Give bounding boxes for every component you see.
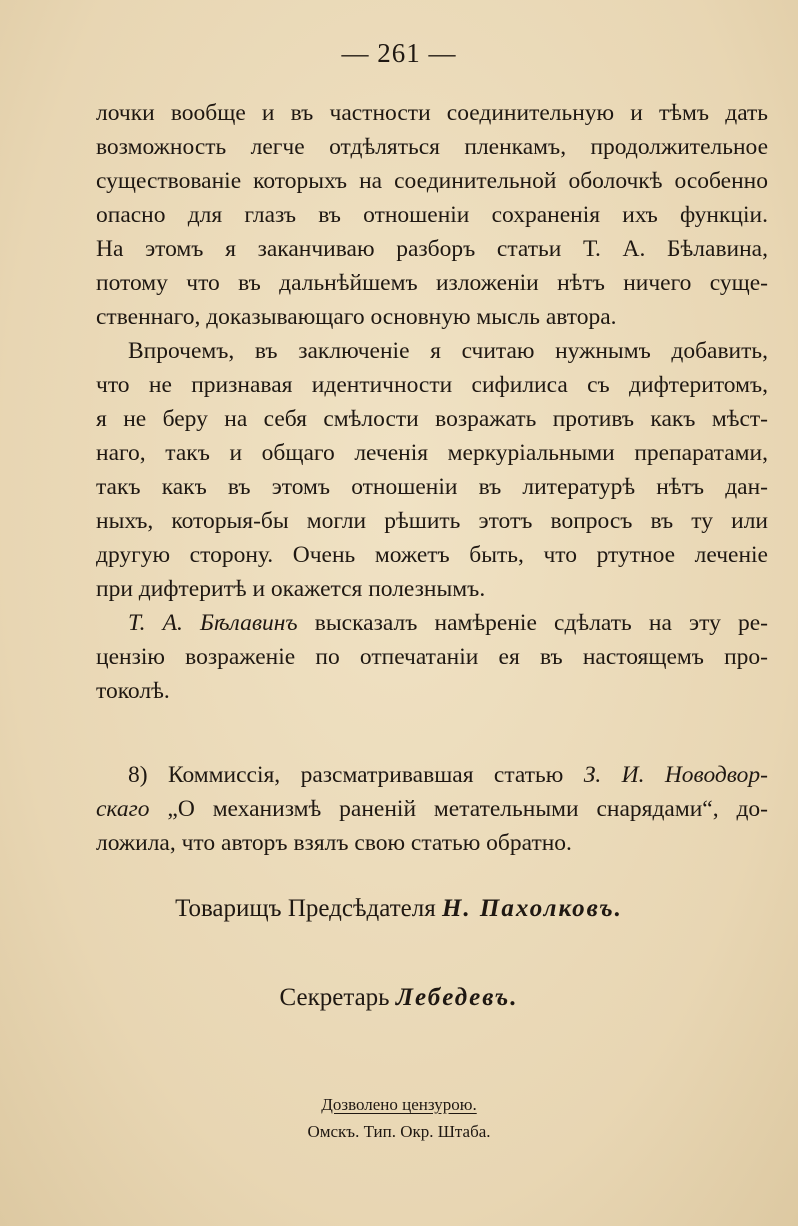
text-line: возможность легче отдѣляться пленкамъ, продолжительное — [96, 134, 768, 160]
censor-approval: Дозволено цензурою. — [321, 1095, 477, 1114]
text-line: другую сторону. Очень можетъ быть, что ртутное леченіе — [96, 542, 768, 568]
text-line: токолѣ. — [96, 678, 170, 704]
printer-imprint: Омскъ. Тип. Окр. Штаба. — [307, 1122, 491, 1141]
signature-secretary: Секретарь Лебедевъ. — [279, 984, 519, 1011]
body-text — [96, 96, 768, 860]
text-line: цензію возраженіе по отпечатаніи ея въ настоящемъ про- — [96, 644, 768, 670]
signature-name: Н. Пахолковъ. — [441, 895, 623, 922]
text-line: скаго „О механизмѣ раненій метательными снарядами“, до- — [96, 796, 768, 822]
text-line: ложила, что авторъ взялъ свою статью обратно. — [96, 830, 572, 856]
text-line: Т. А. Бѣлавинъ высказалъ намѣреніе сдѣлать на эту ре- — [128, 610, 768, 636]
person-name: скаго — [96, 796, 150, 822]
text-line: наго, такъ и общаго леченія меркуріальными препаратами, — [96, 440, 768, 466]
text-line: существованіе которыхъ на соединительной оболочкѣ особенно — [96, 168, 768, 194]
paragraph-1 — [96, 96, 768, 334]
text-line: я не беру на себя смѣлости возражать противъ какъ мѣст- — [96, 406, 768, 432]
person-name: З. И. Новодвор- — [583, 762, 768, 788]
paragraph-2 — [96, 334, 768, 606]
text-line: такъ какъ въ этомъ отношеніи въ литературѣ нѣтъ дан- — [96, 474, 768, 500]
paragraph-3 — [96, 606, 768, 708]
paragraph-4 — [96, 758, 768, 860]
text-line: что не признавая идентичности сифилиса съ дифтеритомъ, — [96, 372, 768, 398]
text-line: потому что въ дальнѣйшемъ изложеніи нѣтъ ничего суще- — [96, 270, 768, 296]
text-line: На этомъ я заканчиваю разборъ статьи Т. А. Бѣлавина, — [96, 236, 768, 262]
signature-name: Лебедевъ. — [395, 984, 519, 1011]
page-number: — 261 — — [341, 38, 457, 68]
text-line: 8) Коммиссія, разсматривавшая статью З. И. Новодвор- — [128, 762, 768, 788]
text-line: лочки вообще и въ частности соединительную и тѣмъ дать — [96, 100, 768, 126]
text-line: при дифтеритѣ и окажется полезнымъ. — [96, 576, 486, 602]
person-name: Т. А. Бѣлавинъ — [128, 610, 298, 636]
text-line: Впрочемъ, въ заключеніе я считаю нужнымъ добавить, — [128, 338, 768, 364]
text-line: опасно для глазъ въ отношеніи сохраненія ихъ функціи. — [96, 202, 768, 228]
signature-deputy-chairman: Товарищъ Предсѣдателя Н. Пахолковъ. — [175, 895, 623, 922]
text-line: ственнаго, доказывающаго основную мысль автора. — [96, 304, 617, 330]
text-line: ныхъ, которыя-бы могли рѣшить этотъ вопросъ въ ту или — [96, 508, 768, 534]
